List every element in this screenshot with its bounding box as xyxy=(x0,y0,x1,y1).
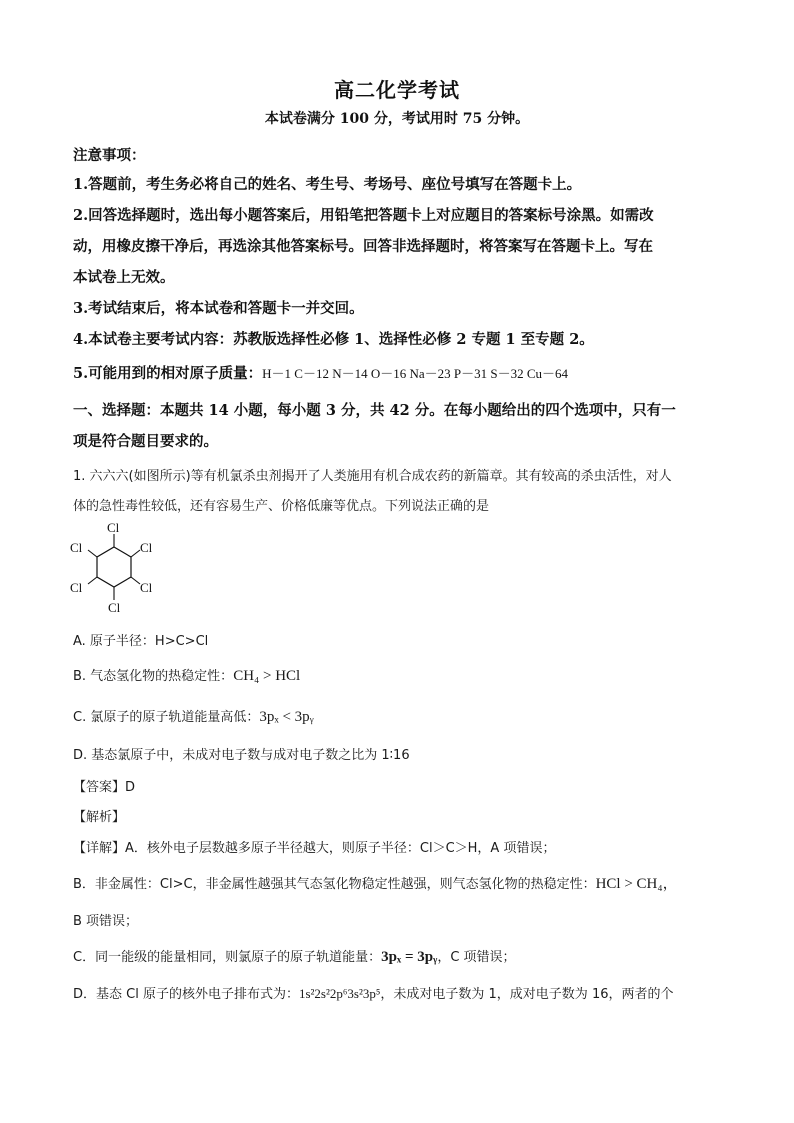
option-c-text: C. 氯原子的原子轨道能量高低： xyxy=(73,710,260,725)
option-d: D. 基态氯原子中，未成对电子数与成对电子数之比为 1∶16 xyxy=(73,748,410,763)
option-b-formula: CH₄ > HCl xyxy=(233,668,301,684)
detail-d-text: D．基态 Cl 原子的核外电子排布式为： xyxy=(73,987,299,1002)
cl-label-lower-left: Cl xyxy=(70,580,83,595)
cl-label-top: Cl xyxy=(107,520,120,535)
section-heading-line-2: 项是符合题目要求的。 xyxy=(73,433,218,450)
option-c xyxy=(73,706,723,726)
option-b-text: B. 气态氢化物的热稳定性： xyxy=(73,669,234,684)
detail-c-tail: ，C 项错误； xyxy=(437,950,516,965)
cl-label-upper-left: Cl xyxy=(70,540,83,555)
note-4: 4.本试卷主要考试内容：苏教版选择性必修 1、选择性必修 2 专题 1 至专题 2。 xyxy=(73,331,594,348)
answer: 【答案】D xyxy=(73,780,136,795)
note-2-line-3: 本试卷上无效。 xyxy=(73,269,175,286)
detail-b xyxy=(73,872,723,893)
detail-b-text: B．非金属性：Cl>C，非金属性越强其气态氢化物稳定性越强，则气态氢化物的热稳定性： xyxy=(73,877,596,892)
cl-label-bottom: Cl xyxy=(108,600,121,615)
detail-c-formula: 3pₓ = 3pᵧ xyxy=(381,949,438,965)
cl-label-upper-right: Cl xyxy=(140,540,153,555)
analysis-label: 【解析】 xyxy=(73,810,126,825)
detail-b-continued: B 项错误； xyxy=(73,914,139,929)
detail-d-tail: ，未成对电子数为 1，成对电子数为 16，两者的个 xyxy=(380,987,674,1002)
note-2-line-1: 2.回答选择题时，选出每小题答案后，用铅笔把答题卡上对应题目的答案标号涂黑。如需改 xyxy=(73,207,654,224)
option-b xyxy=(73,665,723,685)
hexachlorocyclohexane-structure xyxy=(68,520,168,620)
detail-a: 【详解】A．核外电子层数越多原子半径越大，则原子半径：Cl＞C＞H，A 项错误； xyxy=(73,841,556,856)
page-title: 高二化学考试 xyxy=(334,78,460,102)
exam-subtitle: 本试卷满分 100 分，考试用时 75 分钟。 xyxy=(264,111,530,127)
section-heading-line-1: 一、选择题：本题共 14 小题，每小题 3 分，共 42 分。在每小题给出的四个选项中，只有一 xyxy=(73,402,676,419)
question-1-stem-line-1: 1. 六六六(如图所示)等有机氯杀虫剂揭开了人类施用有机合成农药的新篇章。其有较高的杀虫活性，对人 xyxy=(73,469,672,484)
question-1-stem-line-2: 体的急性毒性较低，还有容易生产、价格低廉等优点。下列说法正确的是 xyxy=(73,499,490,514)
detail-c xyxy=(73,946,723,966)
detail-d xyxy=(73,983,723,1002)
note-2-line-2: 动，用橡皮擦干净后，再选涂其他答案标号。回答非选择题时，将答案写在答题卡上。写在 xyxy=(73,238,653,255)
notes-heading: 注意事项： xyxy=(73,147,146,164)
detail-b-formula: HCl > CH₄， xyxy=(595,876,678,892)
cl-label-lower-right: Cl xyxy=(140,580,153,595)
electron-configuration: 1s²2s²2p⁶3s²3p⁵ xyxy=(298,986,381,1001)
detail-c-text: C．同一能级的能量相同，则氯原子的原子轨道能量： xyxy=(73,950,382,965)
option-a: A. 原子半径：H>C>Cl xyxy=(73,634,209,649)
atomic-masses: H－1 C－12 N－14 O－16 Na－23 P－31 S－32 Cu－64 xyxy=(262,366,569,381)
option-c-formula: 3pₓ < 3pᵧ xyxy=(259,709,314,725)
note-3: 3.考试结束后，将本试卷和答题卡一并交回。 xyxy=(73,300,364,317)
note-5-label: 5.可能用到的相对原子质量： xyxy=(73,365,263,382)
note-5 xyxy=(73,362,723,383)
note-1: 1.答题前，考生务必将自己的姓名、考生号、考场号、座位号填写在答题卡上。 xyxy=(73,176,582,193)
